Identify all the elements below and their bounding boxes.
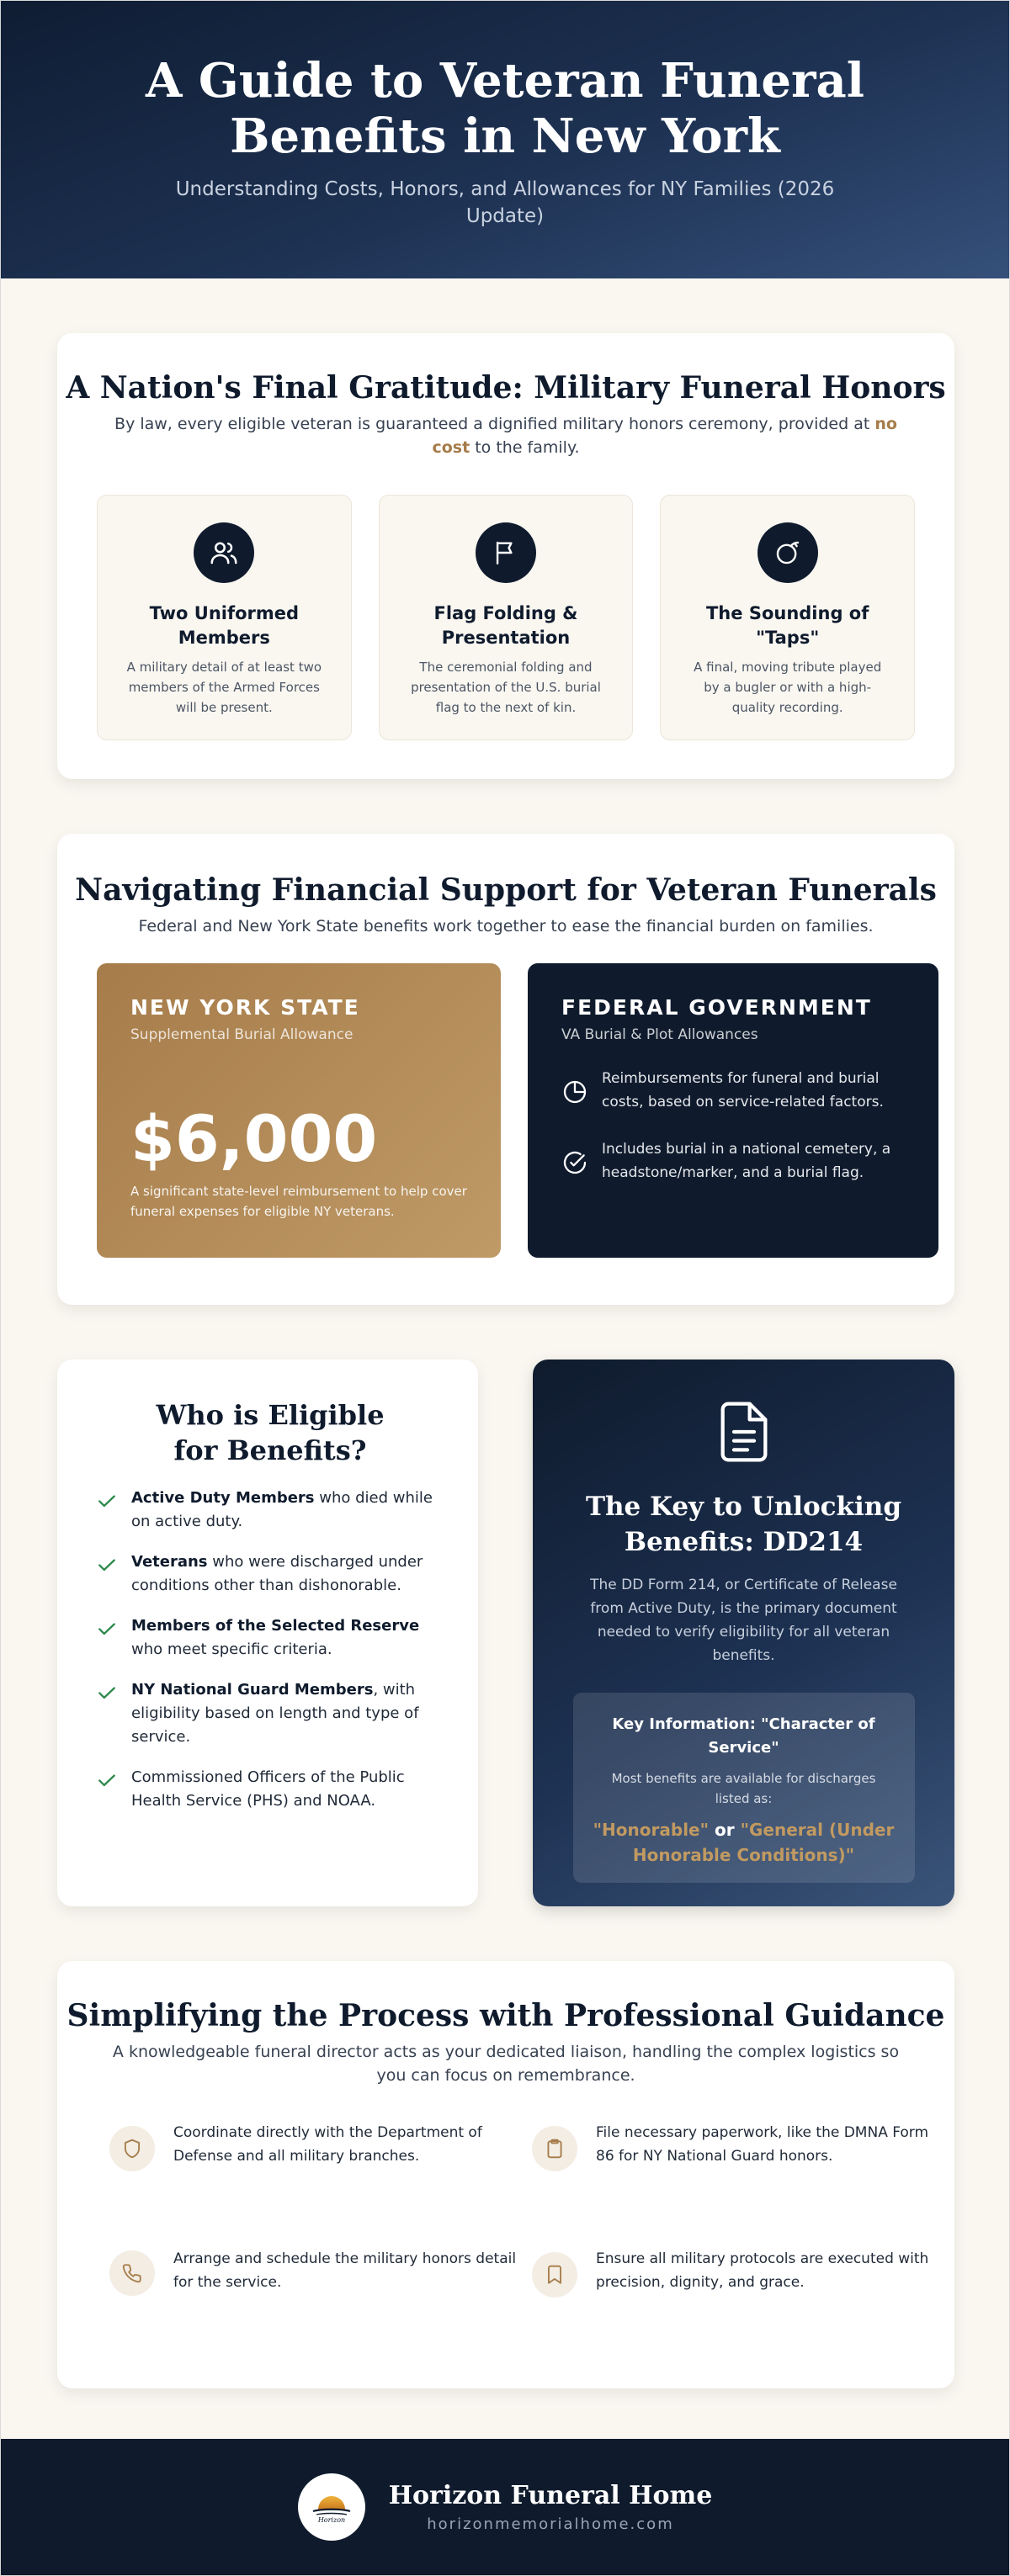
honors-subtitle-end: to the family. [475, 438, 580, 457]
page-subtitle: Understanding Costs, Honors, and Allowances for NY Families (2026 Update) [175, 178, 835, 227]
honor-title: The Sounding of "Taps" [705, 603, 869, 648]
ny-state-box [97, 963, 501, 1258]
users-icon [194, 522, 254, 583]
federal-subheading: VA Burial & Plot Allowances [561, 1026, 758, 1043]
footer-text [389, 2481, 713, 2533]
federal-item [561, 1067, 905, 1114]
process-item-text: File necessary paperwork, like the DMNA Form 86 for NY National Guard honors. [596, 2124, 929, 2165]
process-item [532, 2247, 954, 2373]
discharge-honorable: "Honorable" [593, 1820, 710, 1840]
discharge-or: or [715, 1820, 735, 1840]
eligibility-text: who meet specific criteria. [131, 1640, 332, 1658]
process-section [57, 1961, 954, 2388]
check-icon [96, 1490, 118, 1512]
check-icon [96, 1618, 118, 1640]
federal-heading: FEDERAL GOVERNMENT [561, 995, 872, 1020]
eligibility-text: who were discharged under conditions other than dishonorable. [131, 1553, 423, 1594]
federal-item [561, 1137, 905, 1185]
honor-text: A military detail of at least two members of the Armed Forces will be present. [126, 660, 322, 715]
flag-icon [476, 522, 536, 583]
dd214-section [533, 1360, 954, 1906]
hero-header [1, 1, 1009, 278]
page-title: A Guide to Veteran Funeral Benefits in New York [145, 53, 865, 164]
honors-subtitle-text: By law, every eligible veteran is guaranteed a dignified military honors ceremony, provided at [114, 415, 870, 433]
process-subtitle: A knowledgeable funeral director acts as your dedicated liaison, handling the complex logistics so you can focus on remembrance. [112, 2043, 900, 2085]
no-cost-highlight: no cost [432, 415, 897, 457]
bookmark-icon [532, 2252, 577, 2298]
check-icon [96, 1769, 118, 1791]
key-info-title: Key Information: "Character of Service" [612, 1715, 875, 1757]
process-item [532, 2121, 954, 2247]
horizon-logo [298, 2473, 365, 2541]
phone-icon [109, 2250, 155, 2296]
honor-text: The ceremonial folding and presentation of the U.S. burial flag to the next of kin. [411, 660, 601, 715]
process-item [109, 2247, 532, 2373]
dd214-title: The Key to Unlocking Benefits: DD214 [585, 1492, 902, 1557]
main-content [1, 278, 1009, 2439]
eligibility-bold: Members of the Selected Reserve [131, 1617, 420, 1635]
financial-title: Navigating Financial Support for Veteran Funerals [75, 872, 937, 908]
process-grid [57, 2121, 954, 2373]
honor-card-taps [660, 495, 915, 740]
discharge-types [593, 1817, 896, 1868]
ny-subheading: Supplemental Burial Allowance [130, 1026, 354, 1043]
key-info-box [573, 1693, 915, 1883]
eligibility-bold: Veterans [131, 1553, 208, 1571]
eligibility-text: who died while on active duty. [131, 1489, 433, 1530]
process-item-text: Coordinate directly with the Department of Defense and all military branches. [173, 2124, 482, 2165]
eligibility-section [57, 1360, 478, 1906]
check-icon [96, 1554, 118, 1576]
ny-note: A significant state-level reimbursement to help cover funeral expenses for eligible NY veterans. [130, 1184, 467, 1219]
dd214-text: The DD Form 214, or Certificate of Release from Active Duty, is the primary document needed to verify eligibility for all veteran benefits. [590, 1577, 897, 1664]
eligibility-title: Who is Eligible for Benefits? [156, 1399, 385, 1466]
list-item [96, 1766, 444, 1813]
horizon-logo-mark [308, 2483, 355, 2531]
honors-cards [57, 495, 954, 740]
federal-item-text: Reimbursements for funeral and burial costs, based on service-related factors. [602, 1070, 884, 1110]
shield-icon [109, 2126, 155, 2171]
business-name: Horizon Funeral Home [388, 2481, 713, 2510]
process-title: Simplifying the Process with Professional Guidance [66, 1998, 945, 2033]
honors-subtitle [102, 412, 910, 459]
eligibility-bold: NY National Guard Members [131, 1681, 374, 1699]
ny-amount: $6,000 [130, 1101, 378, 1176]
process-item [109, 2121, 532, 2247]
honors-section [57, 333, 954, 779]
list-item [96, 1487, 444, 1534]
honor-card-flag [379, 495, 634, 740]
eligibility-text: , with eligibility based on length and type of service. [131, 1681, 419, 1746]
process-item-text: Ensure all military protocols are executed with precision, dignity, and grace. [596, 2250, 929, 2291]
key-info-text: Most benefits are available for discharges listed as: [611, 1771, 876, 1806]
ny-heading: NEW YORK STATE [130, 995, 360, 1020]
logo-text: Horizon [317, 2516, 345, 2524]
honor-card-uniformed [97, 495, 352, 740]
honors-title: A Nation's Final Gratitude: Military Funeral Honors [66, 370, 946, 405]
honor-title: Two Uniformed Members [149, 603, 300, 648]
financial-section [57, 834, 954, 1305]
process-item-text: Arrange and schedule the military honors detail for the service. [173, 2250, 517, 2291]
honor-title: Flag Folding & Presentation [433, 603, 578, 648]
check-icon [96, 1682, 118, 1704]
list-item [96, 1550, 444, 1598]
federal-box [528, 963, 938, 1258]
federal-item-text: Includes burial in a national cemetery, a headstone/marker, and a burial flag. [602, 1141, 891, 1181]
discharge-general: "General (Under Honorable Conditions)" [632, 1820, 895, 1865]
list-item [96, 1678, 444, 1749]
list-item [96, 1614, 444, 1662]
eligibility-text: Commissioned Officers of the Public Health Service (PHS) and NOAA. [131, 1768, 405, 1810]
bugle-icon [758, 522, 818, 583]
honor-text: A final, moving tribute played by a bugler or with a high-quality recording. [694, 660, 882, 715]
financial-boxes [57, 963, 954, 1258]
check-circle-icon [561, 1149, 588, 1176]
footer [1, 2439, 1009, 2575]
financial-subtitle: Federal and New York State benefits work together to ease the financial burden on families. [138, 917, 874, 936]
eligibility-bold: Active Duty Members [131, 1489, 315, 1507]
clipboard-icon [532, 2126, 577, 2171]
website-link[interactable]: horizonmemorialhome.com [427, 2515, 674, 2533]
document-icon [717, 1400, 771, 1464]
pie-chart-icon [561, 1079, 588, 1105]
eligibility-list [96, 1487, 444, 1813]
